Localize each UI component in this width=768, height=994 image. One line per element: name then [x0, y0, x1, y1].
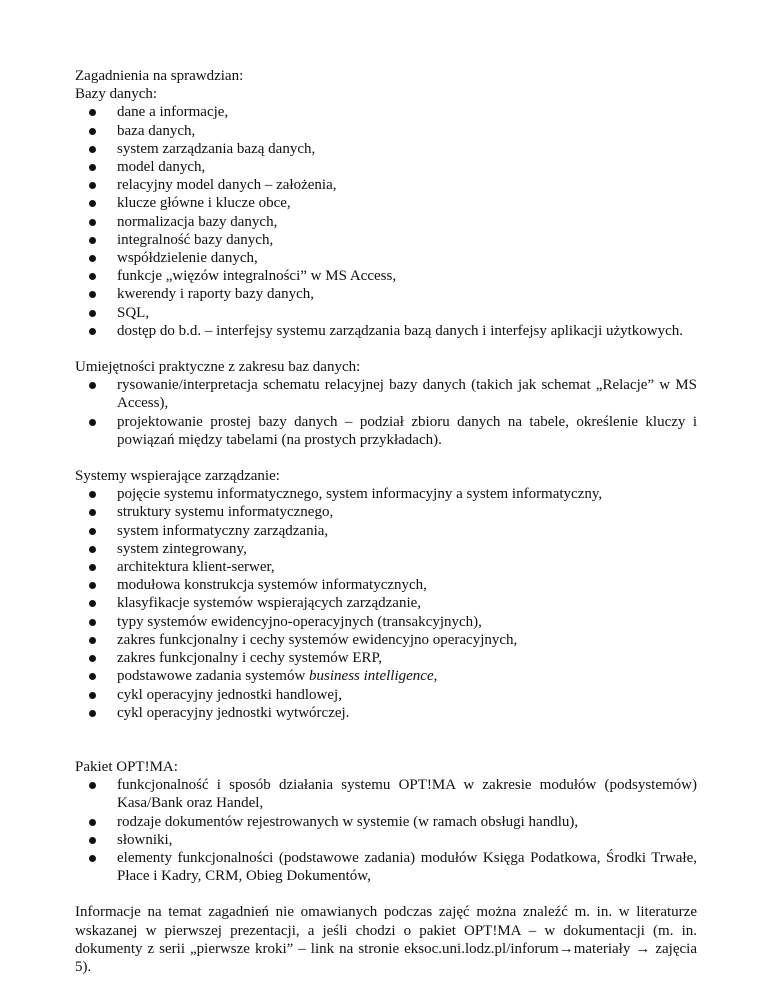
- list-item: SQL,: [117, 304, 697, 322]
- bi-item-prefix: podstawowe zadania systemów: [117, 668, 310, 685]
- databases-heading: Bazy danych:: [75, 86, 158, 103]
- list-item: klasyfikacje systemów wspierających zarządzanie,: [117, 594, 697, 612]
- list-item: integralność bazy danych,: [117, 231, 697, 249]
- list-item: system informatyczny zarządzania,: [117, 522, 697, 540]
- practical-skills-list: [75, 376, 697, 449]
- list-item: dane a informacje,: [117, 103, 697, 121]
- list-item: współdzielenie danych,: [117, 249, 697, 267]
- optima-list: [75, 776, 697, 885]
- management-systems-heading: Systemy wspierające zarządzanie:: [75, 468, 280, 485]
- list-item: projektowanie prostej bazy danych – podział zbioru danych na tabele, określenie kluczy i powiązań między tabelami (na prostych przykładach).: [117, 413, 697, 448]
- list-item: funkcje „więzów integralności” w MS Access,: [117, 267, 697, 285]
- list-item: modułowa konstrukcja systemów informatycznych,: [117, 576, 697, 594]
- exam-topics-heading: Zagadnienia na sprawdzian:: [75, 68, 244, 84]
- list-item: zakres funkcjonalny i cechy systemów ewidencyjno operacyjnych,: [117, 631, 697, 649]
- closing-note: Informacje na temat zagadnień nie omawianych podczas zajęć można znaleźć m. in. w literaturze wskazanej w pierwszej prezentacji, a jeśli chodzi o pakiet OPT!MA – w dokumentacji (m. in. dokumenty z serii „pierwsze kroki” – link na stronie eksoc.uni.lodz.pl/inforum→materiały → zajęcia 5).: [75, 904, 697, 975]
- list-item: relacyjny model danych – założenia,: [117, 176, 697, 194]
- optima-heading: Pakiet OPT!MA:: [75, 758, 178, 775]
- list-item: kwerendy i raporty bazy danych,: [117, 285, 697, 303]
- list-item: normalizacja bazy danych,: [117, 213, 697, 231]
- list-item: cykl operacyjny jednostki handlowej,: [117, 686, 697, 704]
- list-item: elementy funkcjonalności (podstawowe zadania) modułów Księga Podatkowa, Środki Trwałe, Płace i Kadry, CRM, Obieg Dokumentów,: [117, 849, 697, 885]
- management-systems-list: [75, 485, 697, 722]
- list-item: model danych,: [117, 158, 697, 176]
- list-item: pojęcie systemu informatycznego, system informacyjny a system informatyczny,: [117, 485, 697, 503]
- bi-item-emphasis: business intelligence: [309, 668, 434, 685]
- list-item: system zintegrowany,: [117, 540, 697, 558]
- list-item: zakres funkcjonalny i cechy systemów ERP,: [117, 649, 697, 667]
- section-spacer: [75, 885, 697, 903]
- list-item: system zarządzania bazą danych,: [117, 140, 697, 158]
- list-item-business-intelligence: [117, 667, 697, 685]
- list-item: rysowanie/interpretacja schematu relacyjnej bazy danych (takich jak schemat „Relacje” w MS Access),: [117, 377, 697, 412]
- section-spacer: [75, 449, 697, 467]
- list-item: funkcjonalność i sposób działania systemu OPT!MA w zakresie modułów (podsystemów) Kasa/Bank oraz Handel,: [117, 777, 697, 812]
- list-item: struktury systemu informatycznego,: [117, 503, 697, 521]
- bi-item-suffix: ,: [433, 668, 438, 685]
- list-item: słowniki,: [117, 831, 697, 849]
- list-item: rodzaje dokumentów rejestrowanych w systemie (w ramach obsługi handlu),: [117, 813, 697, 831]
- list-item: dostęp do b.d. – interfejsy systemu zarządzania bazą danych i interfejsy aplikacji użytkowych.: [117, 322, 697, 340]
- list-item: typy systemów ewidencyjno-operacyjnych (transakcyjnych),: [117, 613, 697, 631]
- list-item: baza danych,: [117, 122, 697, 140]
- section-spacer: [75, 722, 697, 758]
- list-item: klucze główne i klucze obce,: [117, 194, 697, 212]
- databases-list: [75, 103, 697, 340]
- practical-skills-heading: Umiejętności praktyczne z zakresu baz danych:: [75, 359, 361, 376]
- list-item: architektura klient-serwer,: [117, 558, 697, 576]
- list-item: cykl operacyjny jednostki wytwórczej.: [117, 704, 697, 722]
- document-page: [75, 67, 697, 976]
- section-spacer: [75, 340, 697, 358]
